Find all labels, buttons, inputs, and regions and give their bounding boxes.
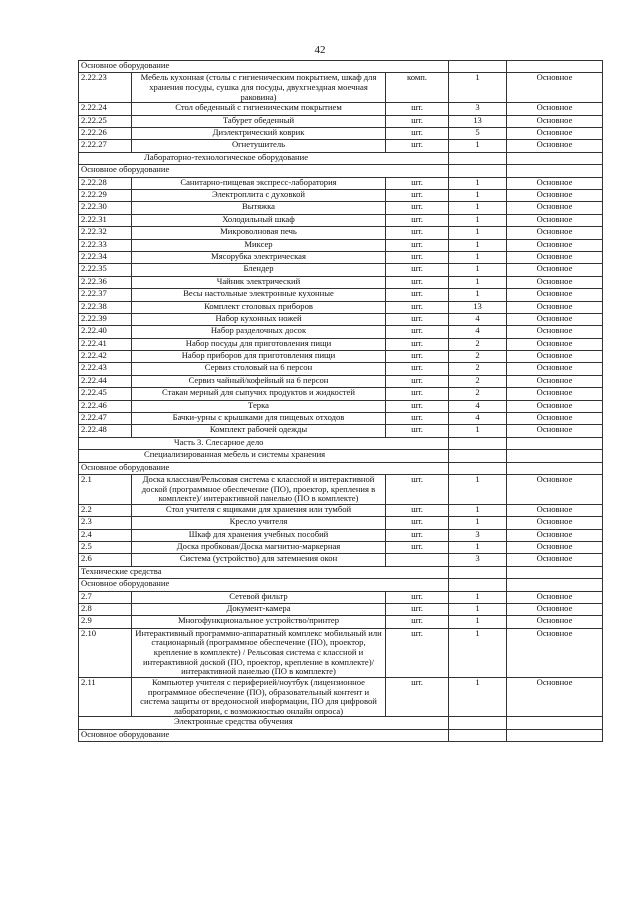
item-unit-cell: шт. — [386, 239, 449, 251]
table-row — [79, 227, 603, 239]
section-title: Лабораторно-технологическое оборудование — [79, 152, 449, 164]
item-type-cell: Основное — [507, 400, 603, 412]
item-number-cell: 2.22.43 — [79, 363, 132, 375]
item-unit-cell: шт. — [386, 177, 449, 189]
table-row — [79, 239, 603, 251]
table-row — [79, 251, 603, 263]
item-quantity-cell: 1 — [449, 202, 507, 214]
item-unit-cell: шт. — [386, 313, 449, 325]
table-row — [79, 140, 603, 152]
item-number-cell: 2.22.29 — [79, 190, 132, 202]
item-unit-cell: шт. — [386, 128, 449, 140]
section-row — [79, 61, 603, 73]
item-unit-cell: шт. — [386, 289, 449, 301]
table-row — [79, 276, 603, 288]
item-unit-cell: шт. — [386, 276, 449, 288]
item-name-cell: Стол учителя с ящиками для хранения или тумбой — [132, 504, 386, 516]
item-name-cell: Вытяжка — [132, 202, 386, 214]
empty-cell — [449, 61, 507, 73]
table-row — [79, 474, 603, 504]
item-type-cell: Основное — [507, 301, 603, 313]
item-type-cell: Основное — [507, 289, 603, 301]
item-quantity-cell: 1 — [449, 425, 507, 437]
item-type-cell: Основное — [507, 313, 603, 325]
item-number-cell: 2.22.35 — [79, 264, 132, 276]
item-quantity-cell: 1 — [449, 177, 507, 189]
item-number-cell: 2.22.26 — [79, 128, 132, 140]
empty-cell — [507, 437, 603, 449]
section-title: Основное оборудование — [79, 462, 449, 474]
item-type-cell: Основное — [507, 677, 603, 717]
item-unit-cell: шт. — [386, 474, 449, 504]
item-quantity-cell: 1 — [449, 603, 507, 615]
item-name-cell: Стакан мерный для сыпучих продуктов и жидкостей — [132, 388, 386, 400]
table-row — [79, 591, 603, 603]
item-type-cell: Основное — [507, 276, 603, 288]
item-name-cell: Миксер — [132, 239, 386, 251]
item-type-cell: Основное — [507, 103, 603, 115]
empty-cell — [507, 165, 603, 177]
item-type-cell: Основное — [507, 140, 603, 152]
item-unit-cell: шт. — [386, 375, 449, 387]
item-unit-cell: шт. — [386, 603, 449, 615]
item-type-cell: Основное — [507, 603, 603, 615]
item-quantity-cell: 1 — [449, 276, 507, 288]
item-type-cell: Основное — [507, 351, 603, 363]
item-number-cell: 2.3 — [79, 517, 132, 529]
item-number-cell: 2.10 — [79, 628, 132, 677]
table-row — [79, 190, 603, 202]
item-name-cell: Доска пробковая/Доска магнитно-маркерная — [132, 542, 386, 554]
section-row — [79, 729, 603, 741]
section-title: Электронные средства обучения — [79, 717, 449, 729]
item-quantity-cell: 1 — [449, 591, 507, 603]
item-unit-cell: шт. — [386, 227, 449, 239]
empty-cell — [449, 152, 507, 164]
item-type-cell: Основное — [507, 413, 603, 425]
section-row — [79, 579, 603, 591]
item-unit-cell: шт. — [386, 115, 449, 127]
item-unit-cell: шт. — [386, 190, 449, 202]
item-quantity-cell: 1 — [449, 628, 507, 677]
item-quantity-cell: 1 — [449, 677, 507, 717]
item-type-cell: Основное — [507, 363, 603, 375]
table-row — [79, 616, 603, 628]
item-type-cell: Основное — [507, 239, 603, 251]
table-row — [79, 603, 603, 615]
table-row — [79, 542, 603, 554]
table-row — [79, 677, 603, 717]
item-quantity-cell: 5 — [449, 128, 507, 140]
item-quantity-cell: 1 — [449, 616, 507, 628]
item-number-cell: 2.22.42 — [79, 351, 132, 363]
table-row — [79, 554, 603, 566]
item-quantity-cell: 13 — [449, 301, 507, 313]
item-quantity-cell: 4 — [449, 400, 507, 412]
item-number-cell: 2.22.34 — [79, 251, 132, 263]
item-type-cell: Основное — [507, 338, 603, 350]
table-row — [79, 115, 603, 127]
item-unit-cell: шт. — [386, 400, 449, 412]
item-unit-cell: шт. — [386, 103, 449, 115]
table-row — [79, 363, 603, 375]
item-name-cell: Набор кухонных ножей — [132, 313, 386, 325]
item-name-cell: Сервиз столовый на 6 персон — [132, 363, 386, 375]
empty-cell — [449, 566, 507, 578]
item-unit-cell: шт. — [386, 202, 449, 214]
item-name-cell: Кресло учителя — [132, 517, 386, 529]
table-row — [79, 351, 603, 363]
item-name-cell: Микроволновая печь — [132, 227, 386, 239]
item-name-cell: Документ-камера — [132, 603, 386, 615]
item-name-cell: Блендер — [132, 264, 386, 276]
table-row — [79, 529, 603, 541]
item-quantity-cell: 1 — [449, 239, 507, 251]
section-row — [79, 717, 603, 729]
item-number-cell: 2.22.36 — [79, 276, 132, 288]
item-name-cell: Набор приборов для приготовления пищи — [132, 351, 386, 363]
item-quantity-cell: 1 — [449, 251, 507, 263]
item-number-cell: 2.6 — [79, 554, 132, 566]
item-name-cell: Мясорубка электрическая — [132, 251, 386, 263]
item-quantity-cell: 1 — [449, 474, 507, 504]
item-type-cell: Основное — [507, 326, 603, 338]
item-type-cell: Основное — [507, 388, 603, 400]
empty-cell — [449, 450, 507, 462]
item-name-cell: Табурет обеденный — [132, 115, 386, 127]
item-number-cell: 2.22.27 — [79, 140, 132, 152]
table-row — [79, 128, 603, 140]
item-quantity-cell: 1 — [449, 517, 507, 529]
item-number-cell: 2.22.46 — [79, 400, 132, 412]
item-type-cell: Основное — [507, 251, 603, 263]
section-row — [79, 462, 603, 474]
item-name-cell: Набор разделочных досок — [132, 326, 386, 338]
section-title: Технические средства — [79, 566, 449, 578]
item-name-cell: Комплект рабочей одежды — [132, 425, 386, 437]
item-number-cell: 2.2 — [79, 504, 132, 516]
section-row — [79, 165, 603, 177]
item-unit-cell: шт. — [386, 264, 449, 276]
empty-cell — [507, 579, 603, 591]
item-number-cell: 2.22.40 — [79, 326, 132, 338]
table-row — [79, 338, 603, 350]
item-number-cell: 2.22.44 — [79, 375, 132, 387]
item-quantity-cell: 3 — [449, 554, 507, 566]
item-name-cell: Мебель кухонная (столы с гигиеническим покрытием, шкаф для хранения посуды, сушка для посуды, двухгнездная моечная раковина) — [132, 73, 386, 103]
item-name-cell: Комплект столовых приборов — [132, 301, 386, 313]
item-number-cell: 2.22.30 — [79, 202, 132, 214]
item-name-cell: Санитарно-пищевая экспресс-лаборатория — [132, 177, 386, 189]
item-quantity-cell: 1 — [449, 73, 507, 103]
item-number-cell: 2.22.38 — [79, 301, 132, 313]
item-name-cell: Стол обеденный с гигиеническим покрытием — [132, 103, 386, 115]
empty-cell — [449, 579, 507, 591]
item-type-cell: Основное — [507, 227, 603, 239]
empty-cell — [449, 437, 507, 449]
item-quantity-cell: 2 — [449, 375, 507, 387]
empty-cell — [507, 729, 603, 741]
item-unit-cell: шт. — [386, 351, 449, 363]
item-number-cell: 2.11 — [79, 677, 132, 717]
item-unit-cell: шт. — [386, 677, 449, 717]
item-number-cell: 2.22.32 — [79, 227, 132, 239]
item-quantity-cell: 2 — [449, 338, 507, 350]
item-unit-cell: шт. — [386, 140, 449, 152]
item-type-cell: Основное — [507, 128, 603, 140]
item-number-cell: 2.22.39 — [79, 313, 132, 325]
section-title: Специализированная мебель и системы хранения — [79, 450, 449, 462]
item-name-cell: Сервиз чайный/кофейный на 6 персон — [132, 375, 386, 387]
table-row — [79, 202, 603, 214]
item-unit-cell: шт. — [386, 326, 449, 338]
item-number-cell: 2.7 — [79, 591, 132, 603]
item-unit-cell: шт. — [386, 363, 449, 375]
item-unit-cell: шт. — [386, 504, 449, 516]
empty-cell — [507, 566, 603, 578]
item-number-cell: 2.8 — [79, 603, 132, 615]
item-quantity-cell: 1 — [449, 264, 507, 276]
item-unit-cell: шт. — [386, 388, 449, 400]
item-name-cell: Чайник электрический — [132, 276, 386, 288]
item-quantity-cell: 3 — [449, 529, 507, 541]
item-name-cell: Многофункциональное устройство/принтер — [132, 616, 386, 628]
item-unit-cell: шт. — [386, 628, 449, 677]
item-name-cell: Набор посуды для приготовления пищи — [132, 338, 386, 350]
item-number-cell: 2.22.23 — [79, 73, 132, 103]
table-row — [79, 400, 603, 412]
section-row — [79, 152, 603, 164]
item-quantity-cell: 2 — [449, 363, 507, 375]
table-row — [79, 388, 603, 400]
table-row — [79, 425, 603, 437]
item-name-cell: Терка — [132, 400, 386, 412]
item-quantity-cell: 4 — [449, 326, 507, 338]
item-number-cell: 2.22.24 — [79, 103, 132, 115]
item-name-cell: Доска классная/Рельсовая система с классной и интерактивной доской (программное обеспечение (ПО), проектор, крепления в комплекте)/ интерактивной панелью (ПО в комплекте) — [132, 474, 386, 504]
item-quantity-cell: 1 — [449, 214, 507, 226]
item-quantity-cell: 1 — [449, 190, 507, 202]
item-unit-cell: шт. — [386, 251, 449, 263]
item-type-cell: Основное — [507, 628, 603, 677]
item-quantity-cell: 3 — [449, 103, 507, 115]
table-row — [79, 177, 603, 189]
item-unit-cell: шт. — [386, 413, 449, 425]
section-title: Основное оборудование — [79, 165, 449, 177]
item-quantity-cell: 1 — [449, 227, 507, 239]
item-quantity-cell: 1 — [449, 542, 507, 554]
item-number-cell: 2.22.28 — [79, 177, 132, 189]
item-quantity-cell: 1 — [449, 504, 507, 516]
item-number-cell: 2.22.33 — [79, 239, 132, 251]
section-row — [79, 437, 603, 449]
item-type-cell: Основное — [507, 616, 603, 628]
item-type-cell: Основное — [507, 177, 603, 189]
item-number-cell: 2.22.37 — [79, 289, 132, 301]
table-row — [79, 504, 603, 516]
item-quantity-cell: 2 — [449, 388, 507, 400]
item-type-cell: Основное — [507, 190, 603, 202]
table-row — [79, 413, 603, 425]
item-unit-cell: шт. — [386, 214, 449, 226]
item-type-cell: Основное — [507, 375, 603, 387]
item-name-cell: Холодильный шкаф — [132, 214, 386, 226]
empty-cell — [449, 462, 507, 474]
item-name-cell: Компьютер учителя с периферией/ноутбук (лицензионное программное обеспечение (ПО), образовательный контент и система защиты от вредоносной информации, ПО для цифровой лаборатории, с возможностью онлайн опроса) — [132, 677, 386, 717]
item-type-cell: Основное — [507, 425, 603, 437]
equipment-table-body — [79, 61, 603, 742]
item-number-cell: 2.22.48 — [79, 425, 132, 437]
section-title: Часть 3. Слесарное дело — [79, 437, 449, 449]
item-unit-cell: шт. — [386, 425, 449, 437]
item-quantity-cell: 2 — [449, 351, 507, 363]
table-row — [79, 517, 603, 529]
empty-cell — [449, 729, 507, 741]
item-type-cell: Основное — [507, 202, 603, 214]
table-row — [79, 375, 603, 387]
item-name-cell: Бачки-урны с крышками для пищевых отходов — [132, 413, 386, 425]
item-unit-cell: шт. — [386, 338, 449, 350]
item-number-cell: 2.5 — [79, 542, 132, 554]
item-name-cell: Весы настольные электронные кухонные — [132, 289, 386, 301]
page-number: 42 — [314, 44, 326, 56]
empty-cell — [507, 717, 603, 729]
item-number-cell: 2.22.25 — [79, 115, 132, 127]
item-type-cell: Основное — [507, 554, 603, 566]
table-row — [79, 313, 603, 325]
table-row — [79, 289, 603, 301]
item-type-cell: Основное — [507, 264, 603, 276]
item-type-cell: Основное — [507, 504, 603, 516]
table-row — [79, 103, 603, 115]
item-quantity-cell: 13 — [449, 115, 507, 127]
empty-cell — [507, 61, 603, 73]
item-number-cell: 2.9 — [79, 616, 132, 628]
item-type-cell: Основное — [507, 529, 603, 541]
empty-cell — [507, 462, 603, 474]
table-row — [79, 264, 603, 276]
item-type-cell: Основное — [507, 214, 603, 226]
section-row — [79, 566, 603, 578]
item-quantity-cell: 1 — [449, 289, 507, 301]
empty-cell — [507, 450, 603, 462]
item-number-cell: 2.4 — [79, 529, 132, 541]
item-unit-cell — [386, 554, 449, 566]
section-title: Основное оборудование — [79, 729, 449, 741]
item-name-cell: Шкаф для хранения учебных пособий — [132, 529, 386, 541]
item-quantity-cell: 4 — [449, 313, 507, 325]
section-row — [79, 450, 603, 462]
table-row — [79, 628, 603, 677]
item-type-cell: Основное — [507, 474, 603, 504]
item-number-cell: 2.1 — [79, 474, 132, 504]
section-title: Основное оборудование — [79, 579, 449, 591]
table-row — [79, 214, 603, 226]
table-row — [79, 301, 603, 313]
item-unit-cell: шт. — [386, 517, 449, 529]
item-type-cell: Основное — [507, 115, 603, 127]
item-name-cell: Диэлектрический коврик — [132, 128, 386, 140]
item-type-cell: Основное — [507, 73, 603, 103]
item-number-cell: 2.22.41 — [79, 338, 132, 350]
empty-cell — [507, 152, 603, 164]
section-title: Основное оборудование — [79, 61, 449, 73]
item-unit-cell: комп. — [386, 73, 449, 103]
item-unit-cell: шт. — [386, 301, 449, 313]
item-number-cell: 2.22.45 — [79, 388, 132, 400]
item-name-cell: Огнетушитель — [132, 140, 386, 152]
item-quantity-cell: 1 — [449, 140, 507, 152]
item-name-cell: Электроплита с духовкой — [132, 190, 386, 202]
item-unit-cell: шт. — [386, 529, 449, 541]
empty-cell — [449, 165, 507, 177]
item-unit-cell: шт. — [386, 591, 449, 603]
table-row — [79, 73, 603, 103]
item-name-cell: Интерактивный программно-аппаратный комплекс мобильный или стационарный (программное обеспечение (ПО), проектор, крепление в комплекте) / Рельсовая система с классной и интерактивной доской (ПО, проектор, крепление в комплекте)/ интерактивной панелью (ПО в комплекте) — [132, 628, 386, 677]
item-number-cell: 2.22.47 — [79, 413, 132, 425]
item-type-cell: Основное — [507, 517, 603, 529]
table-row — [79, 326, 603, 338]
item-unit-cell: шт. — [386, 616, 449, 628]
item-type-cell: Основное — [507, 542, 603, 554]
item-number-cell: 2.22.31 — [79, 214, 132, 226]
item-unit-cell: шт. — [386, 542, 449, 554]
item-type-cell: Основное — [507, 591, 603, 603]
item-name-cell: Сетевой фильтр — [132, 591, 386, 603]
item-quantity-cell: 4 — [449, 413, 507, 425]
empty-cell — [449, 717, 507, 729]
equipment-table — [78, 60, 603, 742]
item-name-cell: Система (устройство) для затемнения окон — [132, 554, 386, 566]
